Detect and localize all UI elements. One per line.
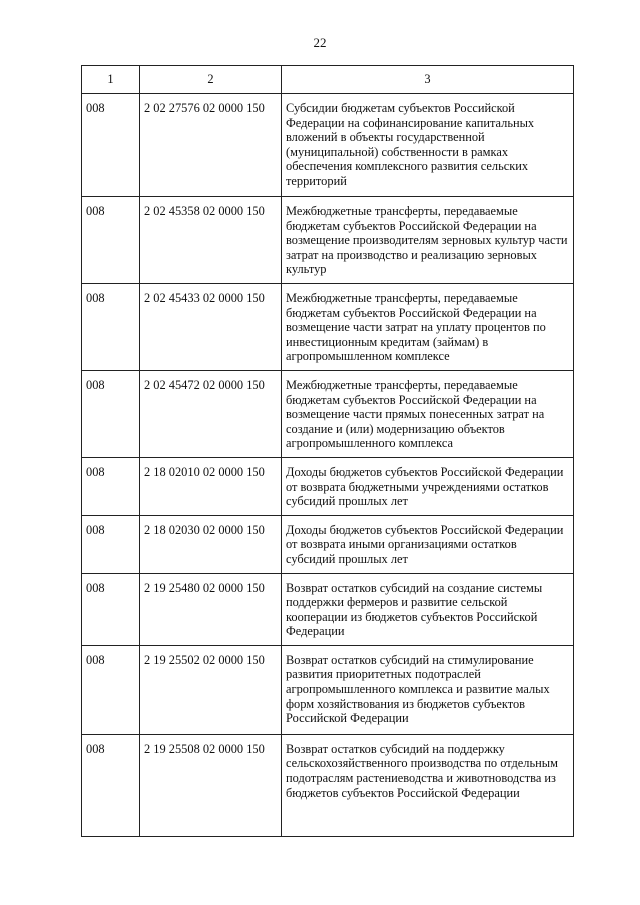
description-cell bbox=[282, 284, 574, 371]
description: Межбюджетные трансферты, передаваемые бюджетам субъектов Российской Федерации на возмещение части затрат на уплату процентов по инвестиционным кредитам (займам) в агропромышленном комплексе bbox=[286, 291, 546, 364]
table-row bbox=[82, 645, 574, 734]
kbk-cell bbox=[140, 457, 282, 515]
admin-code-cell bbox=[82, 734, 140, 836]
description: Доходы бюджетов субъектов Российской Федерации от возврата бюджетными учреждениями остатков субсидий прошлых лет bbox=[286, 464, 564, 509]
admin-code-cell bbox=[82, 370, 140, 457]
description-cell bbox=[282, 734, 574, 836]
table-row bbox=[82, 734, 574, 836]
kbk-cell bbox=[140, 197, 282, 284]
admin-code: 008 bbox=[86, 377, 105, 392]
kbk-cell bbox=[140, 515, 282, 573]
admin-code-cell bbox=[82, 457, 140, 515]
page-number: 22 bbox=[313, 35, 327, 50]
table-row bbox=[82, 515, 574, 573]
kbk-code: 2 19 25480 02 0000 150 bbox=[144, 580, 265, 595]
kbk-cell bbox=[140, 645, 282, 734]
table-row bbox=[82, 370, 574, 457]
description-cell bbox=[282, 515, 574, 573]
admin-code: 008 bbox=[86, 741, 105, 756]
admin-code: 008 bbox=[86, 101, 105, 115]
description: Возврат остатков субсидий на стимулирование развития приоритетных подотраслей агропромышленного комплекса и развитие малых форм хозяйствования из бюджетов субъектов Российской Федерации bbox=[286, 652, 550, 726]
admin-code: 008 bbox=[86, 522, 105, 537]
column-header-1: 1 bbox=[82, 66, 140, 94]
admin-code-cell bbox=[82, 645, 140, 734]
kbk-cell bbox=[140, 284, 282, 371]
description: Возврат остатков субсидий на создание системы поддержки фермеров и развитие сельской кооперации из бюджетов субъектов Российской Федерации bbox=[286, 580, 543, 639]
kbk-code: 2 19 25508 02 0000 150 bbox=[144, 741, 265, 756]
table-row bbox=[82, 457, 574, 515]
kbk-code: 2 02 27576 02 0000 150 bbox=[144, 101, 265, 115]
kbk-code: 2 18 02010 02 0000 150 bbox=[144, 464, 265, 479]
kbk-code: 2 19 25502 02 0000 150 bbox=[144, 652, 265, 667]
kbk-code: 2 02 45472 02 0000 150 bbox=[144, 377, 265, 392]
admin-code-cell bbox=[82, 197, 140, 284]
description-cell bbox=[282, 457, 574, 515]
description: Межбюджетные трансферты, передаваемые бюджетам субъектов Российской Федерации на возмещение производителям зерновых культур части затрат на производство и реализацию зерновых культур bbox=[286, 204, 568, 277]
admin-code-cell bbox=[82, 284, 140, 371]
description-cell bbox=[282, 645, 574, 734]
kbk-cell bbox=[140, 94, 282, 197]
table-row bbox=[82, 573, 574, 645]
column-header-2: 2 bbox=[140, 66, 282, 94]
description-cell bbox=[282, 94, 574, 197]
description: Возврат остатков субсидий на поддержку сельскохозяйственного производства по отдельным подотраслям растениеводства и животноводства из бюджетов субъектов Российской Федерации bbox=[286, 741, 558, 800]
admin-code: 008 bbox=[86, 204, 105, 218]
description-cell bbox=[282, 197, 574, 284]
description: Межбюджетные трансферты, передаваемые бюджетам субъектов Российской Федерации на возмещение части прямых понесенных затрат на создание и (или) модернизацию объектов агропромышленного комплекса bbox=[286, 377, 545, 451]
description-cell bbox=[282, 573, 574, 645]
kbk-code: 2 02 45358 02 0000 150 bbox=[144, 204, 265, 218]
description: Доходы бюджетов субъектов Российской Федерации от возврата иными организациями остатков субсидий прошлых лет bbox=[286, 522, 564, 566]
kbk-cell bbox=[140, 573, 282, 645]
table-header-row bbox=[82, 66, 574, 94]
admin-code-cell bbox=[82, 573, 140, 645]
kbk-cell bbox=[140, 734, 282, 836]
admin-code: 008 bbox=[86, 464, 105, 479]
table-row bbox=[82, 284, 574, 371]
kbk-cell bbox=[140, 370, 282, 457]
kbk-code: 2 18 02030 02 0000 150 bbox=[144, 522, 265, 537]
admin-code: 008 bbox=[86, 580, 105, 595]
column-header-3: 3 bbox=[282, 66, 574, 94]
table-row bbox=[82, 197, 574, 284]
admin-code: 008 bbox=[86, 291, 105, 305]
description: Субсидии бюджетам субъектов Российской Федерации на софинансирование капитальных вложений в объекты государственной (муниципальной) собственности в рамках обеспечения комплексного развития сельских территорий bbox=[286, 101, 535, 188]
kbk-code: 2 02 45433 02 0000 150 bbox=[144, 291, 265, 305]
table-row bbox=[82, 94, 574, 197]
admin-code: 008 bbox=[86, 652, 105, 667]
admin-code-cell bbox=[82, 94, 140, 197]
admin-code-cell bbox=[82, 515, 140, 573]
budget-classification-table bbox=[81, 65, 574, 837]
description-cell bbox=[282, 370, 574, 457]
